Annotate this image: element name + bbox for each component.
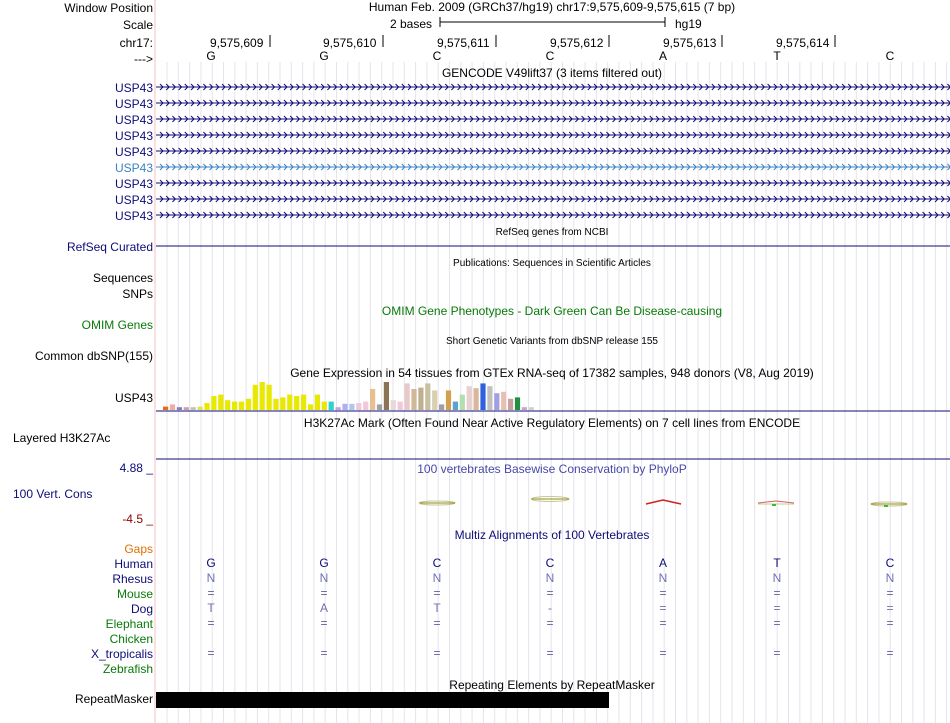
gene-item-label[interactable]: USP43 — [114, 209, 153, 223]
gtex-tissue-bar — [294, 396, 299, 410]
gaps-label: Gaps — [124, 542, 153, 556]
gtex-tissue-bar — [460, 395, 465, 410]
alignment-base: = — [433, 586, 441, 600]
gtex-tissue-bar — [391, 400, 396, 410]
gtex-tissue-bar — [480, 383, 485, 410]
alignment-base: = — [320, 616, 328, 630]
gene-line — [156, 196, 950, 202]
species-label-rhesus: Rhesus — [112, 572, 153, 586]
gtex-tissue-bar — [501, 392, 506, 410]
publications-track-title[interactable]: Publications: Sequences in Scientific Articles — [453, 258, 651, 269]
gtex-tissue-bar — [446, 390, 451, 410]
gtex-tissue-bar — [529, 407, 534, 410]
alignment-base: = — [546, 586, 554, 600]
dbsnp-track-title[interactable]: Short Genetic Variants from dbSNP release 155 — [446, 336, 658, 347]
gtex-tissue-bar — [356, 403, 361, 410]
gtex-tissue-bar — [398, 402, 403, 410]
gene-item-label[interactable]: USP43 — [114, 161, 153, 175]
alignment-base: C — [885, 556, 895, 570]
alignment-base: = — [659, 601, 667, 615]
gtex-tissue-bar — [253, 385, 258, 410]
phylop-min-label: -4.5 _ — [122, 512, 153, 526]
base: G — [206, 49, 216, 63]
alignment-base: G — [319, 556, 329, 570]
gtex-tissue-bar — [301, 395, 306, 410]
omim-track-title[interactable]: OMIM Gene Phenotypes - Dark Green Can Be Disease-causing — [381, 304, 723, 318]
position-label: 9,575,610 — [323, 36, 377, 50]
alignment-base: A — [658, 556, 668, 570]
alignment-base: = — [659, 586, 667, 600]
gene-line — [156, 148, 950, 154]
omim-track-label[interactable]: OMIM Genes — [81, 318, 153, 332]
gtex-tissue-bar — [432, 390, 437, 410]
position-label: 9,575,614 — [776, 36, 830, 50]
base: C — [432, 49, 442, 63]
gene-line — [156, 212, 950, 218]
base: C — [545, 49, 555, 63]
species-label-zebrafish: Zebrafish — [102, 662, 153, 676]
gene-line — [156, 180, 950, 186]
gtex-tissue-bar — [425, 383, 430, 410]
alignment-base: = — [207, 646, 215, 660]
alignment-base: N — [206, 571, 216, 585]
alignment-base: N — [432, 571, 442, 585]
alignment-base: = — [320, 646, 328, 660]
multiz-track-title[interactable]: Multiz Alignments of 100 Vertebrates — [454, 528, 650, 542]
gtex-tissue-bar — [487, 386, 492, 410]
gtex-tissue-bar — [418, 388, 423, 410]
alignment-base: C — [545, 556, 555, 570]
dbsnp-track-label[interactable]: Common dbSNP(155) — [34, 349, 153, 363]
gene-line — [156, 84, 950, 90]
gtex-tissue-bar — [336, 407, 341, 410]
alignment-base: - — [548, 601, 552, 615]
gtex-tissue-bar — [191, 407, 196, 410]
gene-item-label[interactable]: USP43 — [114, 177, 153, 191]
chrom-label: chr17: — [119, 36, 153, 50]
species-label-human: Human — [114, 557, 153, 571]
phylop-max-label: 4.88 _ — [119, 461, 153, 475]
alignment-base: = — [659, 646, 667, 660]
gene-line — [156, 116, 950, 122]
species-label-chicken: Chicken — [109, 632, 153, 646]
repeatmasker-block — [156, 692, 609, 708]
alignment-base: = — [433, 646, 441, 660]
alignment-base: T — [207, 601, 215, 615]
alignment-base: = — [773, 601, 781, 615]
base: G — [319, 49, 329, 63]
alignment-base: = — [886, 601, 894, 615]
gtex-tissue-bar — [225, 400, 230, 410]
gtex-tissue-bar — [273, 399, 278, 410]
species-label-elephant: Elephant — [105, 617, 153, 631]
gtex-tissue-bar — [411, 389, 416, 410]
alignment-base: A — [319, 601, 329, 615]
alignment-base: = — [659, 616, 667, 630]
gencode-gene-lines — [156, 84, 950, 218]
gencode-track-title[interactable]: GENCODE V49lift37 (3 items filtered out) — [441, 66, 663, 80]
gtex-tissue-bar — [474, 388, 479, 410]
gtex-tissue-bar — [439, 404, 444, 410]
gtex-tissue-bar — [246, 399, 251, 410]
phylop-mark — [884, 505, 888, 507]
base: C — [885, 49, 895, 63]
refseq-track-title[interactable]: RefSeq genes from NCBI — [495, 227, 609, 238]
gtex-tissue-bar — [218, 395, 223, 410]
gtex-tissue-bar — [308, 404, 313, 410]
gtex-tissue-bar — [280, 397, 285, 410]
gtex-tissue-bar — [384, 382, 389, 410]
alignment-base: N — [319, 571, 329, 585]
gene-item-label[interactable]: USP43 — [114, 193, 153, 207]
phylop-mark — [772, 504, 776, 506]
alignment-base: = — [207, 616, 215, 630]
alignment-base: N — [658, 571, 668, 585]
gtex-bar-chart — [163, 382, 534, 410]
gene-item-label[interactable]: USP43 — [114, 129, 153, 143]
phylop-track-title[interactable]: 100 vertebrates Basewise Conservation by PhyloP — [417, 462, 687, 476]
gene-item-label[interactable]: USP43 — [114, 97, 153, 111]
gtex-tissue-bar — [287, 395, 292, 410]
h3k27ac-track-label[interactable]: Layered H3K27Ac — [13, 431, 111, 445]
gtex-tissue-bar — [267, 385, 272, 410]
h3k27ac-track-title[interactable]: H3K27Ac Mark (Often Found Near Active Regulatory Elements) on 7 cell lines from ENCODE — [303, 416, 801, 430]
gene-item-label[interactable]: USP43 — [114, 145, 153, 159]
alignment-base: = — [773, 646, 781, 660]
species-label-mouse: Mouse — [116, 587, 153, 601]
gtex-tissue-bar — [377, 404, 382, 410]
refseq-track-label[interactable]: RefSeq Curated — [66, 240, 153, 254]
alignment-base: = — [546, 616, 554, 630]
species-label-x-tropicalis: X_tropicalis — [90, 647, 153, 661]
gtex-tissue-bar — [467, 386, 472, 410]
snps-label[interactable]: SNPs — [122, 287, 153, 301]
alignment-base: N — [545, 571, 555, 585]
gtex-tissue-bar — [363, 402, 368, 410]
scale-label: Scale — [122, 18, 153, 32]
alignment-base: = — [773, 586, 781, 600]
vertical-guides — [167, 62, 947, 723]
alignment-base: = — [773, 616, 781, 630]
gtex-tissue-bar — [508, 399, 513, 410]
alignment-base: = — [886, 646, 894, 660]
window-position-label: Window Position — [64, 1, 153, 15]
gene-item-label[interactable]: USP43 — [114, 81, 153, 95]
gtex-track-title[interactable]: Gene Expression in 54 tissues from GTEx RNA-seq of 17382 samples, 948 donors (V8, Aug 2019) — [290, 366, 814, 380]
alignment-base: T — [773, 556, 781, 570]
gtex-tissue-bar — [370, 389, 375, 410]
gene-line — [156, 100, 950, 106]
gtex-tissue-bar — [211, 396, 216, 410]
gene-line — [156, 132, 950, 138]
gene-line — [156, 164, 950, 170]
gtex-tissue-bar — [329, 402, 334, 410]
assembly-position: Human Feb. 2009 (GRCh37/hg19) chr17:9,575,609-9,575,615 (7 bp) — [368, 0, 736, 14]
gtex-tissue-bar — [184, 407, 189, 410]
gtex-tissue-bar — [405, 383, 410, 410]
scale-value: 2 bases — [390, 17, 433, 31]
alignment-base: = — [433, 616, 441, 630]
base: A — [658, 49, 668, 63]
gtex-tissue-bar — [260, 382, 265, 410]
position-label: 9,575,611 — [437, 36, 490, 50]
scale-bar — [440, 17, 665, 27]
alignment-base: N — [885, 571, 895, 585]
phylop-track-label[interactable]: 100 Vert. Cons — [13, 487, 93, 501]
position-label: 9,575,612 — [550, 36, 604, 50]
position-label: 9,575,609 — [210, 36, 264, 50]
alignment-base: = — [886, 586, 894, 600]
sequences-label[interactable]: Sequences — [92, 271, 153, 285]
scale-assembly: hg19 — [675, 17, 702, 31]
gtex-tissue-bar — [515, 397, 520, 410]
alignment-base: N — [772, 571, 782, 585]
gtex-tissue-bar — [349, 404, 354, 410]
gtex-tissue-bar — [204, 403, 209, 410]
alignment-base: = — [886, 616, 894, 630]
gtex-gene-label[interactable]: USP43 — [114, 391, 153, 405]
gtex-tissue-bar — [232, 402, 237, 410]
gtex-tissue-bar — [453, 402, 458, 410]
gtex-tissue-bar — [522, 407, 527, 410]
gtex-tissue-bar — [315, 395, 320, 410]
repeatmasker-track-title[interactable]: Repeating Elements by RepeatMasker — [449, 678, 655, 692]
position-label: 9,575,613 — [663, 36, 717, 50]
strand-label: ---> — [134, 52, 153, 66]
alignment-base: G — [206, 556, 216, 570]
alignment-base: T — [433, 601, 441, 615]
species-label-dog: Dog — [130, 602, 153, 616]
alignment-base: = — [320, 586, 328, 600]
gtex-tissue-bar — [170, 404, 175, 410]
gtex-tissue-bar — [322, 402, 327, 410]
alignment-base: = — [546, 646, 554, 660]
gtex-tissue-bar — [342, 404, 347, 410]
base: T — [773, 49, 781, 63]
gtex-tissue-bar — [494, 393, 499, 410]
gtex-tissue-bar — [239, 402, 244, 410]
repeatmasker-track-label[interactable]: RepeatMasker — [74, 692, 153, 706]
gtex-tissue-bar — [177, 407, 182, 410]
gene-item-label[interactable]: USP43 — [114, 113, 153, 127]
alignment-base: C — [432, 556, 442, 570]
gtex-tissue-bar — [163, 407, 168, 410]
gtex-tissue-bar — [198, 407, 203, 410]
alignment-base: = — [207, 586, 215, 600]
